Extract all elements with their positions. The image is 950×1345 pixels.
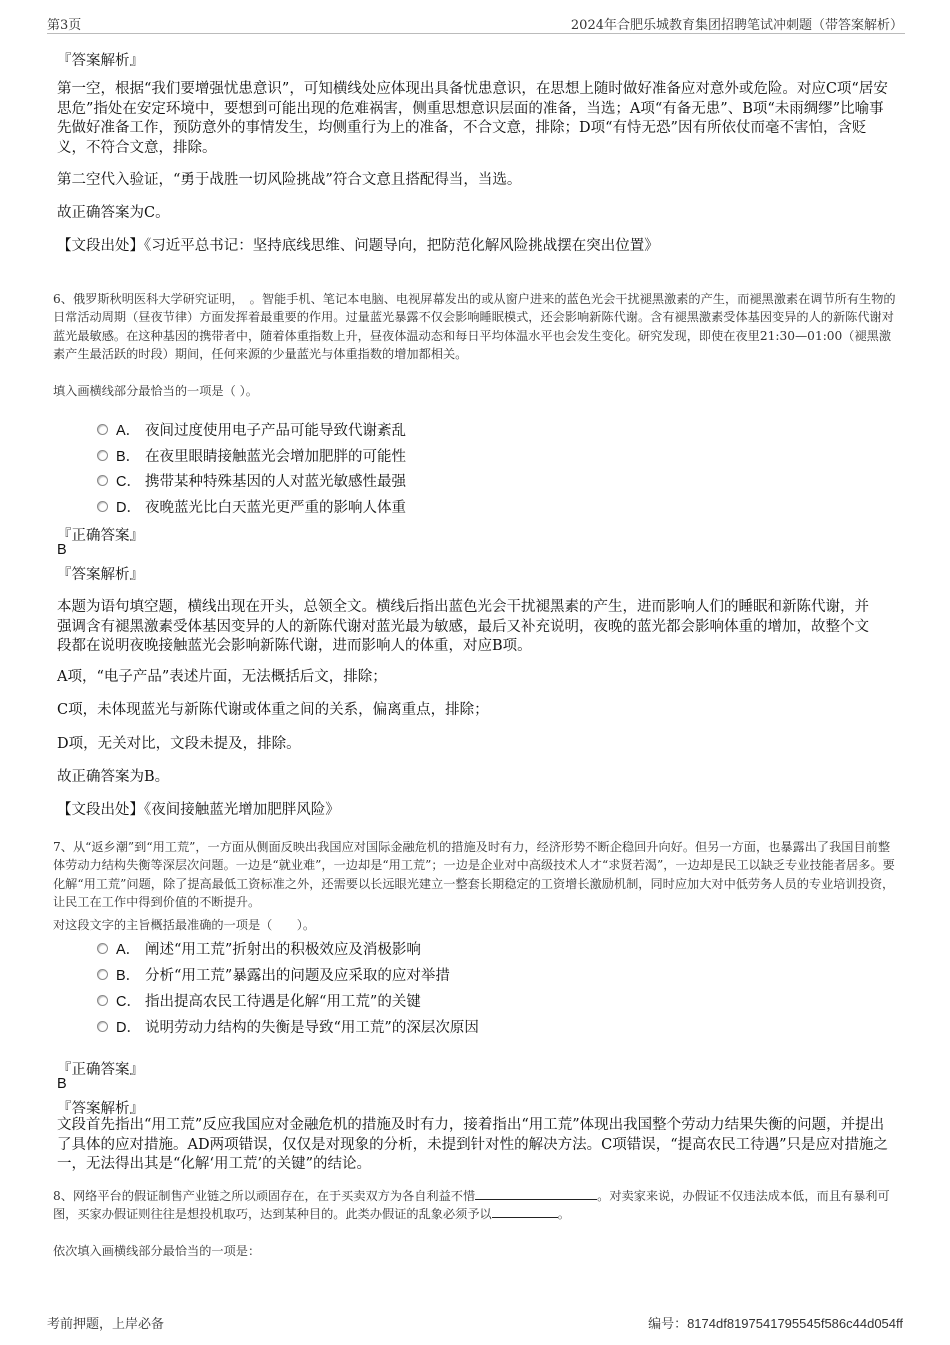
document-code: 编号：8174df8197541795545f586c44d054ff (648, 1316, 903, 1332)
q6-explain-c: C项，未体现蓝光与新陈代谢或体重之间的关系，偏离重点，排除； (57, 702, 489, 718)
q7-analysis: 文段首先指出“用工荒”反应我国应对金融危机的措施及时有力，接着指出“用工荒”体现出我国整个劳动力结果失衡的问题，并提出了具体的应对措施。AD两项错误，仅仅是对现象的分析，未提到针对性的解决方法。C项错误，“提高农民工待遇”只是应对措施之一，无法得出其是“化解‘用工荒’的关键”的结论。 (57, 1117, 889, 1172)
radio-button[interactable] (97, 424, 108, 435)
q7-answer: B (57, 1076, 67, 1092)
q7-answer-label: 『正确答案』 (57, 1062, 144, 1078)
blank-2 (492, 1205, 558, 1218)
blank-1 (475, 1187, 597, 1200)
q8-prompt: 依次填入画横线部分最恰当的一项是： (53, 1244, 261, 1258)
q6-prompt: 填入画横线部分最恰当的一项是（ ）。 (53, 384, 258, 398)
q7-prompt: 对这段文字的主旨概括最准确的一项是（ ）。 (53, 918, 316, 932)
q6-analysis-label: 『答案解析』 (57, 567, 144, 583)
q5-source: 【文段出处】《习近平总书记：坚持底线思维、问题导向，把防范化解风险挑战摆在突出位置》 (57, 238, 659, 254)
page-header (47, 14, 905, 34)
q6-stem: 6、俄罗斯秋明医科大学研究证明， 。智能手机、笔记本电脑、电视屏幕发出的或从窗户进来的蓝色光会干扰褪黑激素的产生，而褪黑激素在调节所有生物的日常活动周期（昼夜节律）方面发挥着最重要的作用。过量蓝光暴露不仅会影响睡眠模式，还会影响新陈代谢。含有褪黑激素受体基因变异的人的新陈代谢对蓝光最敏感。在这种基因的携带者中，随着体重指数上升，昼夜体温动态和每日平均体温水平也会发生变化。研究发现，即使在夜里21:30—01:00（褪黑激素产生最活跃的时段）期间，任何来源的少量蓝光与体重指数的增加都相关。 (53, 292, 896, 361)
q5-analysis-para2: 第二空代入验证，“勇于战胜一切风险挑战”符合文意且搭配得当，当选。 (57, 172, 522, 188)
radio-button[interactable] (97, 501, 108, 512)
q6-answer: B (57, 542, 67, 558)
radio-button[interactable] (97, 995, 108, 1006)
q6-answer-label: 『正确答案』 (57, 528, 144, 544)
q7-analysis-label: 『答案解析』 (57, 1101, 144, 1117)
q5-analysis-para1: 第一空，根据“我们要增强忧患意识”，可知横线处应体现出具备忧患意识，在思想上随时做好准备应对意外或危险。对应C项“居安思危”指处在安定环境中，要想到可能出现的危难祸害，侧重思想意识层面的准备，当选；A项“有备无患”、B项“未雨绸缪”比喻事先做好准备工作，预防意外的事情发生，均侧重行为上的准备，不合文意，排除；D项“有恃无恐”因有所依仗而毫不害怕，含贬义，不符合文意，排除。 (57, 81, 888, 156)
q6-explain-d: D项，无关对比，文段未提及，排除。 (57, 736, 301, 752)
q7-stem: 7、从“返乡潮”到“用工荒”，一方面从侧面反映出我国应对国际金融危机的措施及时有力，经济形势不断企稳回升向好。但另一方面，也暴露出了我国目前整体劳动力结构失衡等深层次问题。一边是“就业难”，一边却是“用工荒”；一边是企业对中高级技术人才“求贤若渴”，一边却是民工以缺乏专业技能者居多。要化解“用工荒”问题，除了提高最低工资标准之外，还需要以长远眼光建立一整套长期稳定的工资增长激励机制，同时应加大对中低劳务人员的专业培训投资，让民工在工作中得到价值的不断提升。 (53, 840, 895, 909)
q5-analysis-label: 『答案解析』 (57, 53, 144, 69)
radio-button[interactable] (97, 450, 108, 461)
radio-button[interactable] (97, 943, 108, 954)
footer-slogan: 考前押题，上岸必备 (47, 1317, 165, 1332)
page-number: 第3页 (47, 18, 82, 33)
q6-analysis: 本题为语句填空题，横线出现在开头，总领全文。横线后指出蓝色光会干扰褪黑素的产生，进而影响人们的睡眠和新陈代谢，并强调含有褪黑激素受体基因变异的人的新陈代谢对蓝光最为敏感，最后又补充说明，夜晚的蓝光都会影响体重的增加，故整个文段都在说明夜晚接触蓝光会影响新陈代谢，进而影响人的体重，对应B项。 (57, 599, 869, 654)
q5-conclusion: 故正确答案为C。 (57, 205, 170, 221)
q6-source: 【文段出处】《夜间接触蓝光增加肥胖风险》 (57, 802, 340, 818)
q6-explain-a: A项，“电子产品”表述片面，无法概括后文，排除； (57, 669, 387, 685)
document-title: 2024年合肥乐城教育集团招聘笔试冲刺题（带答案解析） (570, 18, 903, 33)
radio-button[interactable] (97, 475, 108, 486)
q6-conclusion: 故正确答案为B。 (57, 769, 170, 785)
radio-button[interactable] (97, 969, 108, 980)
page-footer (47, 1313, 905, 1332)
q8-stem: 8、网络平台的假证制售产业链之所以顽固存在，在于买卖双方为各自利益不惜 。对卖家来说，办假证不仅违法成本低，而且有暴利可图，买家办假证则往往是想投机取巧，达到某种目的。此类办假证的乱象必须予以 。 (53, 1189, 890, 1222)
radio-button[interactable] (97, 1021, 108, 1032)
